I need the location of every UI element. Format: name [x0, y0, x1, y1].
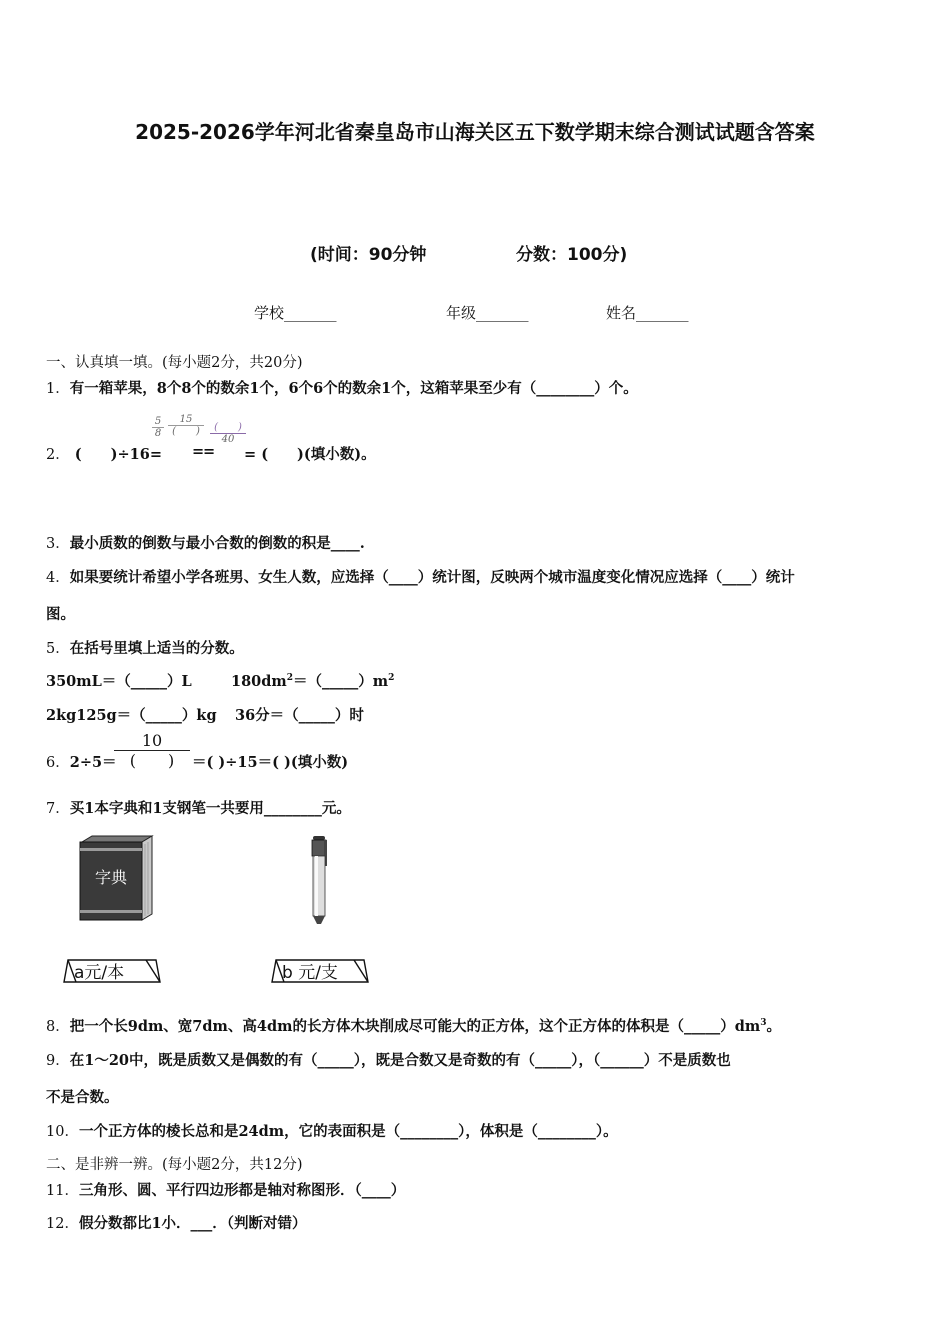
question-number: 3． [46, 536, 70, 552]
q6-part-b: ＝( )÷15＝( )(填小数) [192, 754, 349, 771]
fraction-denominator: ( ) [168, 425, 204, 438]
question-8 [46, 1015, 781, 1036]
question-text: 买1本字典和1支钢笔一共要用________元。 [69, 800, 351, 817]
q6-part-a: 2÷5＝ [69, 754, 117, 771]
question-5 [46, 637, 244, 658]
section-2-heading: 二、是非辨一辨。(每小题2分，共12分) [46, 1157, 303, 1173]
q5-row-1b [231, 670, 394, 691]
fraction-denominator: ( ) [114, 750, 190, 771]
question-end: 。 [766, 1018, 781, 1035]
q6-fraction [114, 731, 190, 771]
question-number: 11． [46, 1183, 79, 1199]
question-4 [46, 566, 795, 587]
unit-text: 180dm [231, 673, 287, 690]
name-field: 姓名_______ [606, 304, 689, 322]
question-text: 如果要统计希望小学各班男、女生人数，应选择（____）统计图，反映两个城市温度变化情况应选择（____）统计 [69, 569, 795, 586]
question-9 [46, 1049, 731, 1070]
question-number: 1． [46, 381, 70, 397]
question-text: 在1～20中，既是质数又是偶数的有（_____），既是合数又是奇数的有（_____），（______）不是质数也 [69, 1052, 731, 1069]
q2-fraction-1 [152, 416, 164, 440]
question-text: 一个正方体的棱长总和是24dm，它的表面积是（________），体积是（________）。 [78, 1123, 618, 1140]
question-11 [46, 1179, 405, 1200]
pen-image [304, 834, 334, 926]
question-7 [46, 797, 351, 818]
dictionary-label: 字典 [94, 868, 128, 887]
q2-part-d: = ( )(填小数)。 [244, 446, 376, 463]
fraction-denominator: 8 [152, 427, 164, 440]
q2-eq-2: = [203, 443, 216, 460]
question-number: 12． [46, 1216, 79, 1232]
price-tag-pen [268, 957, 372, 985]
price-tag-dictionary [60, 957, 164, 985]
question-text: 最小质数的倒数与最小合数的倒数的积是____. [69, 535, 365, 552]
question-text: 三角形、圆、平行四边形都是轴对称图形．（____） [78, 1182, 406, 1199]
section-1-heading: 一、认真填一填。(每小题2分，共20分) [46, 355, 303, 371]
question-4-cont: 图。 [46, 606, 75, 623]
question-number: 7． [46, 801, 70, 817]
school-field: 学校_______ [254, 304, 337, 322]
q2-fraction-3 [210, 418, 246, 446]
q5-row-1a: 350mL＝（_____）L [46, 673, 192, 690]
q2-eq-1: = [192, 443, 205, 460]
tag-text: b 元/支 [282, 963, 338, 983]
time-label: (时间：90分钟 [310, 245, 427, 265]
question-6 [46, 751, 117, 772]
grade-field: 年级_______ [446, 304, 529, 322]
tag-text: a元/本 [74, 963, 125, 983]
question-10 [46, 1120, 618, 1141]
question-12 [46, 1212, 307, 1233]
page-title: 2025-2026学年河北省秦皇岛市山海关区五下数学期末综合测试试题含答案 [135, 120, 815, 144]
question-number: 5． [46, 641, 70, 657]
fraction-numerator: 10 [141, 731, 163, 750]
question-3 [46, 532, 365, 553]
q2-part-a: ( )÷16= [74, 446, 162, 463]
q5-row-2a: 2kg125g＝（_____）kg [46, 707, 217, 724]
question-1 [46, 377, 638, 398]
dictionary-image [76, 834, 156, 924]
fraction-numerator: ( ) [214, 422, 242, 433]
question-text: 在括号里填上适当的分数。 [69, 640, 244, 657]
fraction-numerator: 15 [179, 414, 193, 425]
question-text: 把一个长9dm、宽7dm、高4dm的长方体木块削成尽可能大的正方体，这个正方体的体积是（_____）dm [69, 1018, 761, 1035]
unit-exponent: 2 [286, 673, 294, 684]
q2-fraction-2 [168, 414, 204, 438]
unit-text: ＝（_____）m [293, 673, 389, 690]
unit-exponent: 2 [388, 673, 395, 684]
q5-row-2b: 36分＝（_____）时 [235, 707, 364, 724]
question-9-cont: 不是合数。 [46, 1089, 119, 1106]
score-label: 分数：100分) [516, 245, 628, 265]
fraction-denominator: 40 [210, 433, 246, 446]
question-number: 8． [46, 1019, 70, 1035]
question-number: 9． [46, 1053, 70, 1069]
fraction-numerator: 5 [154, 416, 162, 427]
question-number: 4． [46, 570, 70, 586]
question-number: 6． [46, 755, 70, 771]
question-2 [46, 443, 162, 464]
question-number: 2． [46, 447, 70, 463]
question-text: 有一箱苹果，8个8个的数余1个，6个6个的数余1个，这箱苹果至少有（________）个。 [69, 380, 638, 397]
question-text: 假分数都比1小．___．（判断对错） [78, 1215, 307, 1232]
unit-exponent: 3 [760, 1018, 767, 1029]
question-number: 10． [46, 1124, 79, 1140]
